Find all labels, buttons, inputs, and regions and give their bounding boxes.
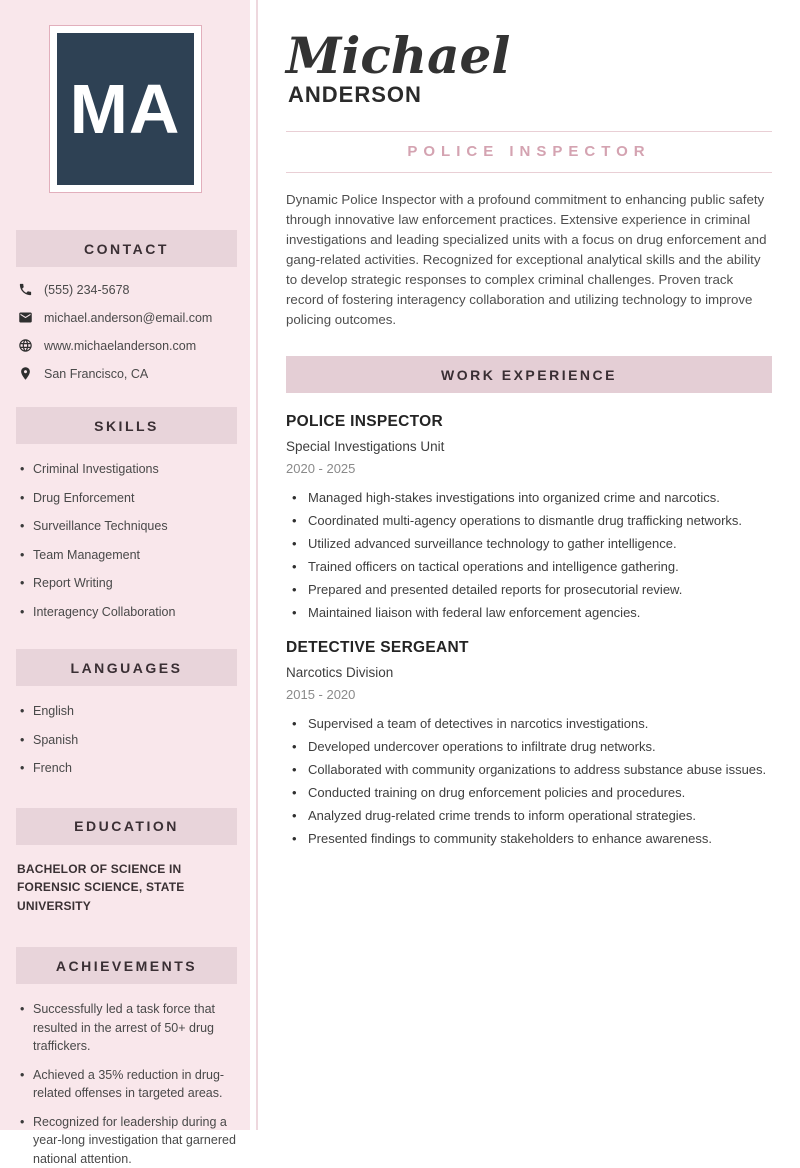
achievement-item: • Achieved a 35% reduction in drug-related offenses in targeted areas. (20, 1066, 240, 1103)
contact-location-row (18, 366, 240, 381)
location-icon (18, 366, 33, 381)
first-name: Michael (286, 30, 772, 82)
globe-icon (18, 338, 33, 353)
job-title: POLICE INSPECTOR (286, 413, 772, 431)
email-icon (18, 310, 33, 325)
sidebar (0, 0, 250, 1130)
job-title: DETECTIVE SERGEANT (286, 639, 772, 657)
job-bullet: • Supervised a team of detectives in narcotics investigations. (292, 717, 772, 730)
profile-photo-frame (49, 25, 202, 193)
education-heading: EDUCATION (16, 808, 237, 845)
job-bullet: • Managed high-stakes investigations into organized crime and narcotics. (292, 491, 772, 504)
skill-item: • Team Management (20, 546, 240, 565)
achievement-item: • Successfully led a task force that resulted in the arrest of 50+ drug traffickers. (20, 1000, 240, 1056)
job-bullet: • Collaborated with community organizations to address substance abuse issues. (292, 763, 772, 776)
job-bullet: • Conducted training on drug enforcement policies and procedures. (292, 786, 772, 799)
skill-item: • Drug Enforcement (20, 489, 240, 508)
language-item: • English (20, 702, 240, 721)
languages-heading: LANGUAGES (16, 649, 237, 686)
job-organization: Narcotics Division (286, 665, 772, 680)
job-bullet: • Prepared and presented detailed reports for prosecutorial review. (292, 583, 772, 596)
header-rule-bottom (286, 172, 772, 173)
phone-icon (18, 282, 33, 297)
contact-email-row (18, 310, 240, 325)
profile-initials: MA (57, 33, 194, 185)
job-dates: 2020 - 2025 (286, 461, 772, 476)
job-bullet: • Trained officers on tactical operations and intelligence gathering. (292, 560, 772, 573)
column-divider (256, 0, 258, 1130)
job-bullet: • Utilized advanced surveillance technology to gather intelligence. (292, 537, 772, 550)
job-bullet-list (292, 491, 772, 619)
contact-phone: (555) 234-5678 (44, 283, 129, 297)
job-organization: Special Investigations Unit (286, 439, 772, 454)
contact-location: San Francisco, CA (44, 367, 148, 381)
skills-heading: SKILLS (16, 407, 237, 444)
role-title: POLICE INSPECTOR (286, 132, 772, 172)
work-experience-heading: WORK EXPERIENCE (286, 356, 772, 393)
skill-item: • Criminal Investigations (20, 460, 240, 479)
summary-paragraph: Dynamic Police Inspector with a profound commitment to enhancing public safety through innovative law enforcement practices. Extensive experience in criminal investigations and leading specialized units with a focus on drug enforcement and gang-related activities. Recognized for exceptional analytical skills and the ability to develop strategic responses to complex criminal challenges. Proven track record of fostering interagency collaboration and utilizing technology to improve policing outcomes. (286, 190, 772, 330)
job-dates: 2015 - 2020 (286, 687, 772, 702)
contact-website: www.michaelanderson.com (44, 339, 196, 353)
language-item: • French (20, 759, 240, 778)
job-bullet: • Analyzed drug-related crime trends to inform operational strategies. (292, 809, 772, 822)
last-name: ANDERSON (288, 82, 772, 108)
achievements-list (20, 1000, 240, 1168)
skills-list (20, 460, 240, 621)
contact-list (18, 282, 240, 381)
main-content (286, 30, 772, 855)
job-entry-detective-sergeant (286, 639, 772, 845)
job-entry-police-inspector (286, 413, 772, 619)
skill-item: • Surveillance Techniques (20, 517, 240, 536)
job-bullet: • Developed undercover operations to infiltrate drug networks. (292, 740, 772, 753)
contact-phone-row (18, 282, 240, 297)
achievement-item: • Recognized for leadership during a year-long investigation that garnered national attention. (20, 1113, 240, 1168)
job-bullet-list (292, 717, 772, 845)
job-bullet: • Presented findings to community stakeholders to enhance awareness. (292, 832, 772, 845)
contact-email: michael.anderson@email.com (44, 311, 212, 325)
skill-item: • Interagency Collaboration (20, 603, 240, 622)
language-item: • Spanish (20, 731, 240, 750)
job-bullet: • Coordinated multi-agency operations to dismantle drug trafficking networks. (292, 514, 772, 527)
skill-item: • Report Writing (20, 574, 240, 593)
education-degree: BACHELOR OF SCIENCE IN FORENSIC SCIENCE, STATE UNIVERSITY (17, 860, 236, 916)
contact-heading: CONTACT (16, 230, 237, 267)
achievements-heading: ACHIEVEMENTS (16, 947, 237, 984)
contact-website-row (18, 338, 240, 353)
job-bullet: • Maintained liaison with federal law enforcement agencies. (292, 606, 772, 619)
languages-list (20, 702, 240, 778)
